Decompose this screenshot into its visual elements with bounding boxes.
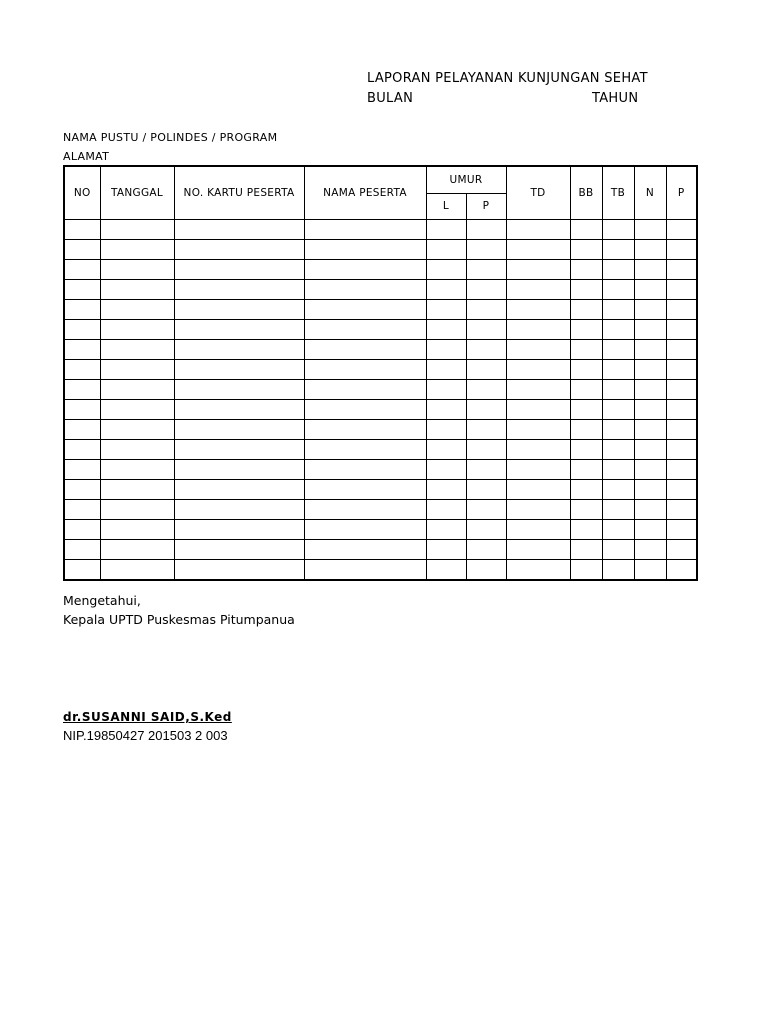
table-cell (634, 439, 666, 459)
table-cell (666, 319, 697, 339)
table-cell (304, 359, 426, 379)
year-label: TAHUN (592, 91, 639, 106)
table-cell (570, 539, 602, 559)
table-cell (100, 379, 174, 399)
table-cell (304, 259, 426, 279)
table-cell (634, 419, 666, 439)
table-cell (570, 319, 602, 339)
col-header-card-no: NO. KARTU PESERTA (174, 166, 304, 219)
col-header-no: NO (64, 166, 100, 219)
table-cell (570, 559, 602, 580)
table-cell (666, 339, 697, 359)
table-cell (64, 299, 100, 319)
table-cell (506, 419, 570, 439)
table-cell (100, 479, 174, 499)
table-cell (570, 379, 602, 399)
address-label: ALAMAT (63, 150, 110, 163)
table-cell (100, 439, 174, 459)
table-cell (634, 319, 666, 339)
table-cell (666, 499, 697, 519)
col-header-n: N (634, 166, 666, 219)
table-row (64, 419, 697, 439)
table-cell (570, 339, 602, 359)
table-cell (426, 479, 466, 499)
table-cell (666, 299, 697, 319)
table-cell (570, 399, 602, 419)
table-cell (570, 439, 602, 459)
table-cell (666, 239, 697, 259)
table-cell (304, 519, 426, 539)
table-cell (506, 499, 570, 519)
table-row (64, 499, 697, 519)
table-cell (304, 399, 426, 419)
table-cell (304, 239, 426, 259)
table-cell (666, 539, 697, 559)
table-cell (426, 419, 466, 439)
table-row (64, 359, 697, 379)
table-cell (174, 339, 304, 359)
table-cell (634, 479, 666, 499)
table-cell (506, 459, 570, 479)
table-cell (426, 379, 466, 399)
table-cell (304, 559, 426, 580)
table-cell (602, 239, 634, 259)
col-header-age: UMUR (426, 166, 506, 193)
table-cell (426, 259, 466, 279)
table-cell (466, 419, 506, 439)
table-cell (174, 219, 304, 239)
table-cell (602, 379, 634, 399)
table-cell (174, 239, 304, 259)
col-header-p: P (666, 166, 697, 219)
col-header-age-l: L (426, 193, 466, 219)
table-cell (426, 439, 466, 459)
table-cell (100, 239, 174, 259)
table-cell (570, 499, 602, 519)
table-cell (602, 359, 634, 379)
table-cell (666, 459, 697, 479)
table-cell (64, 339, 100, 359)
table-cell (466, 399, 506, 419)
table-cell (570, 519, 602, 539)
table-cell (426, 499, 466, 519)
table-cell (570, 219, 602, 239)
table-cell (570, 459, 602, 479)
table-cell (602, 439, 634, 459)
table-cell (602, 419, 634, 439)
table-cell (64, 559, 100, 580)
table-cell (174, 559, 304, 580)
table-cell (100, 279, 174, 299)
table-cell (100, 419, 174, 439)
table-cell (466, 339, 506, 359)
table-cell (634, 359, 666, 379)
table-cell (64, 379, 100, 399)
table-cell (64, 419, 100, 439)
table-cell (602, 219, 634, 239)
table-cell (100, 459, 174, 479)
table-cell (570, 259, 602, 279)
table-cell (64, 459, 100, 479)
table-cell (304, 479, 426, 499)
table-cell (666, 559, 697, 580)
table-cell (666, 439, 697, 459)
table-cell (174, 279, 304, 299)
table-cell (506, 239, 570, 259)
table-cell (666, 399, 697, 419)
table-cell (304, 299, 426, 319)
table-cell (602, 499, 634, 519)
table-cell (506, 379, 570, 399)
table-row (64, 539, 697, 559)
table-cell (64, 239, 100, 259)
table-cell (602, 259, 634, 279)
table-cell (426, 219, 466, 239)
table-cell (100, 559, 174, 580)
table-cell (304, 459, 426, 479)
table-cell (174, 259, 304, 279)
table-cell (64, 279, 100, 299)
table-cell (304, 419, 426, 439)
table-cell (602, 399, 634, 419)
table-cell (634, 339, 666, 359)
acknowledged-text: Mengetahui, (63, 593, 141, 608)
table-row (64, 239, 697, 259)
table-cell (506, 539, 570, 559)
table-row (64, 379, 697, 399)
table-cell (64, 319, 100, 339)
table-cell (634, 459, 666, 479)
table-cell (100, 539, 174, 559)
table-cell (466, 459, 506, 479)
table-cell (466, 519, 506, 539)
table-cell (602, 319, 634, 339)
table-cell (506, 279, 570, 299)
table-cell (666, 219, 697, 239)
table-cell (466, 479, 506, 499)
table-cell (426, 339, 466, 359)
table-cell (634, 399, 666, 419)
table-cell (304, 339, 426, 359)
table-row (64, 479, 697, 499)
table-cell (100, 319, 174, 339)
table-cell (174, 499, 304, 519)
table-cell (634, 239, 666, 259)
table-cell (100, 399, 174, 419)
table-cell (64, 399, 100, 419)
table-row (64, 459, 697, 479)
signer-position: Kepala UPTD Puskesmas Pitumpanua (63, 612, 295, 627)
table-cell (466, 559, 506, 580)
table-cell (466, 359, 506, 379)
table-cell (634, 499, 666, 519)
table-cell (100, 339, 174, 359)
table-cell (466, 259, 506, 279)
table-cell (466, 379, 506, 399)
col-header-name: NAMA PESERTA (304, 166, 426, 219)
table-cell (466, 299, 506, 319)
table-cell (466, 239, 506, 259)
table-cell (174, 459, 304, 479)
table-cell (666, 259, 697, 279)
table-cell (426, 399, 466, 419)
table-cell (602, 339, 634, 359)
table-cell (100, 219, 174, 239)
table-cell (506, 319, 570, 339)
table-cell (666, 379, 697, 399)
table-cell (174, 359, 304, 379)
table-cell (426, 539, 466, 559)
table-cell (64, 439, 100, 459)
table-cell (666, 519, 697, 539)
table-cell (570, 419, 602, 439)
table-row (64, 279, 697, 299)
table-cell (602, 279, 634, 299)
table-cell (426, 519, 466, 539)
table-row (64, 299, 697, 319)
table-cell (634, 559, 666, 580)
signer-nip: NIP.19850427 201503 2 003 (63, 728, 228, 743)
col-header-bb: BB (570, 166, 602, 219)
table-row (64, 339, 697, 359)
table-cell (426, 279, 466, 299)
table-cell (466, 319, 506, 339)
table-cell (466, 439, 506, 459)
table-cell (64, 219, 100, 239)
table-cell (174, 379, 304, 399)
table-cell (634, 519, 666, 539)
table-cell (304, 279, 426, 299)
table-cell (426, 299, 466, 319)
table-cell (174, 479, 304, 499)
table-cell (64, 479, 100, 499)
table-cell (466, 279, 506, 299)
table-cell (570, 479, 602, 499)
col-header-age-p: P (466, 193, 506, 219)
table-cell (666, 479, 697, 499)
table-cell (174, 399, 304, 419)
table-cell (506, 479, 570, 499)
table-cell (666, 419, 697, 439)
col-header-tb: TB (602, 166, 634, 219)
table-cell (570, 279, 602, 299)
table-cell (506, 259, 570, 279)
table-cell (506, 359, 570, 379)
table-cell (64, 519, 100, 539)
table-cell (64, 499, 100, 519)
table-cell (506, 559, 570, 580)
table-row (64, 559, 697, 580)
table-cell (506, 339, 570, 359)
table-cell (426, 359, 466, 379)
table-cell (100, 359, 174, 379)
table-cell (426, 559, 466, 580)
table-cell (506, 219, 570, 239)
table-cell (100, 259, 174, 279)
report-title: LAPORAN PELAYANAN KUNJUNGAN SEHAT (367, 71, 648, 86)
table-cell (634, 219, 666, 239)
table-cell (174, 319, 304, 339)
col-header-td: TD (506, 166, 570, 219)
table-cell (506, 299, 570, 319)
table-cell (100, 519, 174, 539)
table-cell (666, 359, 697, 379)
table-cell (602, 539, 634, 559)
table-row (64, 439, 697, 459)
table-cell (634, 539, 666, 559)
table-cell (174, 299, 304, 319)
table-row (64, 399, 697, 419)
table-cell (602, 559, 634, 580)
table-cell (64, 259, 100, 279)
table-cell (100, 299, 174, 319)
table-row (64, 319, 697, 339)
table-cell (174, 439, 304, 459)
table-cell (174, 519, 304, 539)
table-cell (426, 459, 466, 479)
table-cell (466, 539, 506, 559)
table-cell (426, 319, 466, 339)
table-cell (304, 439, 426, 459)
table-cell (506, 439, 570, 459)
table-cell (570, 239, 602, 259)
table-cell (634, 379, 666, 399)
table-cell (64, 539, 100, 559)
table-cell (466, 219, 506, 239)
table-cell (174, 539, 304, 559)
table-cell (506, 399, 570, 419)
table-cell (634, 299, 666, 319)
table-cell (304, 319, 426, 339)
table-cell (304, 499, 426, 519)
table-cell (602, 519, 634, 539)
table-cell (570, 299, 602, 319)
table-cell (174, 419, 304, 439)
table-cell (304, 539, 426, 559)
table-cell (426, 239, 466, 259)
visit-table (63, 165, 698, 581)
col-header-date: TANGGAL (100, 166, 174, 219)
unit-label: NAMA PUSTU / POLINDES / PROGRAM (63, 131, 278, 144)
table-cell (100, 499, 174, 519)
table-cell (466, 499, 506, 519)
table-row (64, 519, 697, 539)
table-cell (304, 379, 426, 399)
month-label: BULAN (367, 91, 414, 106)
table-cell (570, 359, 602, 379)
table-cell (506, 519, 570, 539)
table-cell (602, 459, 634, 479)
table-row (64, 259, 697, 279)
table-cell (634, 259, 666, 279)
table-cell (602, 299, 634, 319)
table-cell (304, 219, 426, 239)
signer-name: dr.SUSANNI SAID,S.Ked (63, 710, 232, 724)
table-cell (64, 359, 100, 379)
table-cell (666, 279, 697, 299)
table-cell (634, 279, 666, 299)
table-cell (602, 479, 634, 499)
table-row (64, 219, 697, 239)
